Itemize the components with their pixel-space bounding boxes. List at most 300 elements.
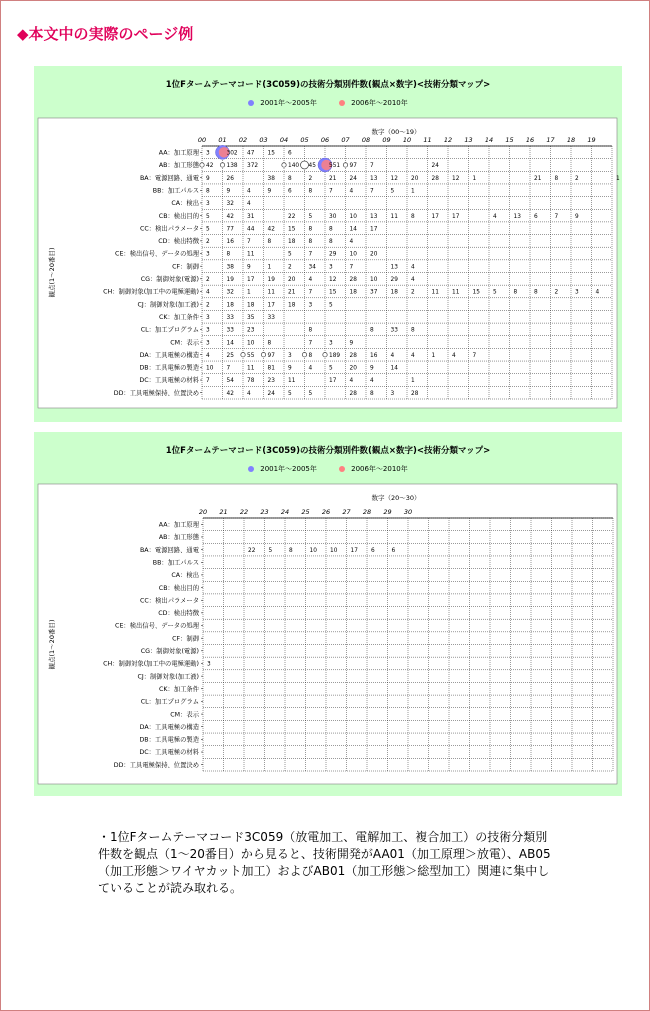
data-label: 24 (349, 175, 357, 182)
data-label: 42 (206, 163, 214, 170)
data-label: 8 (226, 251, 231, 258)
y-category-label: CJ：制御対象(加工液) (137, 673, 199, 681)
y-category-label: DB：工具電極の製造 (139, 736, 199, 744)
y-category-label: AA：加工原理 (158, 521, 199, 529)
data-label: 3 (575, 289, 579, 296)
data-label: 29 (390, 277, 398, 284)
data-label: 4 (247, 390, 251, 397)
data-label: 6 (534, 213, 538, 220)
data-label: 24 (431, 163, 439, 170)
y-category-label: CK：加工条件 (158, 313, 199, 321)
data-label: 17 (350, 547, 358, 554)
data-label: 4 (349, 188, 354, 195)
y-category-label: CF：制御 (172, 635, 199, 643)
data-label: 3 (308, 302, 313, 309)
data-label: 17 (452, 213, 460, 220)
data-label: 16 (226, 239, 234, 246)
data-label: 3 (206, 340, 210, 347)
data-label: 3 (390, 390, 395, 397)
x-tick-label: 27 (342, 508, 351, 516)
data-label: 8 (370, 327, 374, 334)
x-tick-label: 08 (361, 136, 371, 144)
x-tick-label: 26 (321, 508, 331, 516)
y-category-label: CG：制御対象(電源) (140, 648, 199, 656)
data-label: 9 (247, 264, 251, 271)
y-category-label: CM：表示 (170, 711, 199, 719)
y-category-label: DD：工具電極保持、位置決め (113, 761, 199, 769)
data-label: 31 (247, 213, 255, 220)
y-category-label: CM：表示 (170, 339, 199, 347)
data-label: 45 (308, 163, 316, 170)
data-label: 4 (206, 352, 210, 359)
y-category-label: AB：加工形態 (158, 534, 199, 542)
data-label: 78 (247, 378, 255, 385)
data-label: 3 (288, 352, 292, 359)
data-label: 4 (247, 188, 251, 195)
x-tick-label: 14 (484, 136, 494, 144)
x-tick-label: 07 (341, 136, 350, 144)
data-label: 4 (595, 289, 600, 296)
data-label: 17 (267, 302, 275, 309)
data-label: 11 (288, 378, 296, 385)
data-label: 2 (206, 239, 210, 246)
data-label: 9 (267, 188, 272, 195)
y-category-label: CB：検出目的 (158, 212, 199, 220)
data-label: 42 (226, 213, 234, 220)
x-tick-label: 00 (197, 136, 207, 144)
data-label: 8 (308, 226, 313, 233)
data-label: 4 (349, 378, 354, 385)
data-label: 11 (431, 289, 439, 296)
data-label: 97 (349, 163, 357, 170)
data-label: 11 (390, 213, 398, 220)
data-label: 10 (349, 213, 357, 220)
data-label: 18 (226, 302, 234, 309)
data-label: 4 (390, 352, 395, 359)
data-label: 3 (207, 661, 211, 668)
bubble-marker (220, 163, 224, 167)
chart-title: 1位Fタームテーマコード(3C059)の技術分類別件数(観点×数字)<技術分類マップ> (165, 80, 491, 90)
data-label: 1 (616, 175, 620, 182)
data-label: 1 (267, 264, 272, 271)
data-label: 21 (288, 289, 296, 296)
data-label: 3 (206, 314, 210, 321)
x-tick-label: 11 (423, 136, 432, 144)
y-axis-title: 観点(1～20番目) (48, 619, 56, 670)
data-label: 3 (206, 251, 210, 258)
y-category-label: CH：制御対象(加工中の電極運動) (103, 660, 199, 668)
data-label: 9 (226, 188, 231, 195)
data-label: 15 (267, 150, 275, 157)
data-label: 11 (247, 251, 255, 258)
chart-panel-1 (34, 66, 622, 422)
data-label: 20 (349, 365, 357, 372)
x-tick-label: 22 (239, 508, 249, 516)
data-label: 5 (206, 226, 210, 233)
y-category-label: AA：加工原理 (158, 149, 199, 157)
y-category-label: BB：加工パルス (152, 559, 199, 567)
data-label: 14 (226, 340, 234, 347)
data-label: 26 (226, 175, 234, 182)
data-label: 28 (349, 277, 357, 284)
legend-label: 2001年～2005年 (260, 99, 317, 107)
data-label: 23 (247, 327, 255, 334)
data-label: 19 (267, 277, 275, 284)
data-label: 5 (288, 390, 292, 397)
data-label: 9 (288, 365, 292, 372)
y-category-label: CJ：制御対象(加工液) (137, 301, 199, 309)
y-category-label: BA：電源回路、通電 (139, 546, 199, 554)
x-tick-label: 05 (300, 136, 309, 144)
legend-label: 2006年～2010年 (351, 99, 408, 107)
x-tick-label: 10 (402, 136, 412, 144)
x-tick-label: 12 (443, 136, 453, 144)
data-label: 18 (288, 302, 296, 309)
data-label: 551 (329, 163, 341, 170)
data-label: 7 (554, 213, 559, 220)
data-label: 8 (308, 327, 313, 334)
x-tick-label: 01 (218, 136, 227, 144)
y-category-label: CD：検出特徴 (158, 610, 199, 618)
data-label: 7 (329, 188, 333, 195)
x-tick-label: 24 (280, 508, 290, 516)
y-category-label: CL：加工プログラム (140, 326, 199, 334)
data-label: 2 (411, 289, 415, 296)
data-label: 7 (308, 340, 313, 347)
data-label: 4 (308, 365, 313, 372)
data-label: 20 (411, 175, 419, 182)
x-tick-label: 17 (546, 136, 555, 144)
data-label: 5 (329, 302, 333, 309)
data-label: 3 (206, 201, 210, 208)
data-label: 1 (411, 188, 415, 195)
data-label: 10 (349, 251, 357, 258)
data-label: 14 (349, 226, 357, 233)
data-label: 6 (288, 150, 292, 157)
data-label: 6 (391, 547, 396, 554)
data-label: 24 (267, 390, 275, 397)
data-label: 13 (370, 175, 378, 182)
data-label: 3 (206, 150, 210, 157)
y-category-label: DC：工具電極の材料 (139, 377, 199, 385)
data-label: 25 (226, 352, 234, 359)
y-category-label: CK：加工条件 (158, 685, 199, 693)
data-label: 77 (226, 226, 234, 233)
data-label: 3 (329, 340, 333, 347)
data-label: 8 (370, 390, 374, 397)
y-category-label: CF：制御 (172, 263, 199, 271)
data-label: 2 (206, 302, 210, 309)
y-category-label: BB：加工パルス (152, 187, 199, 195)
y-category-label: BA：電源回路、通電 (139, 174, 199, 182)
data-label: 4 (411, 352, 415, 359)
data-label: 3 (329, 264, 333, 271)
data-label: 16 (370, 352, 378, 359)
data-label: 35 (247, 314, 255, 321)
data-label: 97 (267, 352, 275, 359)
data-label: 2 (206, 277, 210, 284)
data-label: 372 (247, 163, 259, 170)
data-label: 1 (431, 352, 436, 359)
y-category-label: DD：工具電極保持、位置決め (113, 389, 199, 397)
data-label: 4 (206, 289, 210, 296)
y-category-label: CG：制御対象(電源) (140, 276, 199, 284)
x-axis-title: 数字（20～30） (371, 494, 421, 502)
chart-plot-2 (34, 432, 622, 796)
data-label: 8 (267, 239, 272, 246)
data-label: 6 (288, 188, 292, 195)
data-label: 8 (308, 352, 313, 359)
data-label: 33 (226, 314, 234, 321)
data-label: 7 (370, 163, 374, 170)
x-tick-label: 28 (362, 508, 372, 516)
data-label: 8 (288, 175, 292, 182)
data-label: 28 (349, 390, 357, 397)
data-label: 7 (472, 352, 477, 359)
data-label: 11 (267, 289, 275, 296)
data-label: 1 (411, 378, 415, 385)
data-label: 23 (267, 378, 275, 385)
data-label: 14 (390, 365, 398, 372)
data-label: 2 (308, 175, 313, 182)
data-label: 33 (267, 314, 275, 321)
x-tick-label: 15 (505, 136, 514, 144)
data-label: 7 (206, 378, 210, 385)
data-label: 5 (288, 251, 292, 258)
data-label: 5 (329, 365, 333, 372)
y-category-label: CB：検出目的 (158, 584, 199, 592)
x-tick-label: 09 (382, 136, 391, 144)
x-tick-label: 29 (383, 508, 392, 516)
y-category-label: CC：検出パラメータ (140, 597, 199, 605)
data-label: 8 (329, 239, 333, 246)
y-category-label: DA：工具電極の構造 (139, 723, 199, 731)
bubble-marker (343, 163, 347, 167)
y-category-label: CH：制御対象(加工中の電極運動) (103, 288, 199, 296)
x-tick-label: 21 (219, 508, 228, 516)
data-label: 17 (370, 226, 378, 233)
data-label: 19 (226, 277, 234, 284)
data-label: 13 (513, 213, 521, 220)
data-label: 6 (371, 547, 375, 554)
data-label: 21 (329, 175, 337, 182)
bubble-marker (282, 163, 286, 167)
data-label: 302 (226, 150, 238, 157)
data-label: 4 (493, 213, 497, 220)
y-category-label: CE：検出信号、データの処理 (115, 250, 199, 258)
y-category-label: DA：工具電極の構造 (139, 351, 199, 359)
x-tick-label: 16 (525, 136, 535, 144)
data-label: 5 (308, 390, 313, 397)
x-tick-label: 04 (279, 136, 289, 144)
bubble-marker (241, 353, 245, 357)
legend-label: 2001年～2005年 (260, 465, 317, 473)
y-category-label: CA：検出 (171, 572, 199, 580)
data-label: 47 (247, 150, 255, 157)
data-label: 5 (493, 289, 497, 296)
data-label: 1 (472, 175, 477, 182)
data-label: 9 (349, 340, 354, 347)
chart-title: 1位Fタームテーマコード(3C059)の技術分類別件数(観点×数字)<技術分類マップ> (165, 446, 491, 456)
data-label: 9 (370, 365, 374, 372)
data-label: 5 (268, 547, 273, 554)
y-category-label: CE：検出信号、データの処理 (115, 622, 199, 630)
data-label: 20 (370, 251, 378, 258)
data-label: 13 (390, 264, 398, 271)
data-label: 4 (452, 352, 456, 359)
data-label: 20 (288, 277, 296, 284)
data-label: 8 (329, 226, 333, 233)
data-label: 55 (247, 352, 255, 359)
y-category-label: CC：検出パラメータ (140, 225, 199, 233)
data-label: 7 (370, 188, 374, 195)
y-category-label: CL：加工プログラム (140, 698, 199, 706)
x-tick-label: 23 (260, 508, 269, 516)
data-label: 28 (349, 352, 357, 359)
data-label: 4 (349, 239, 354, 246)
data-label: 9 (575, 213, 579, 220)
bubble-marker (323, 353, 327, 357)
y-category-label: CA：検出 (171, 200, 199, 208)
data-label: 28 (431, 175, 439, 182)
y-category-label: CD：検出特徴 (158, 238, 199, 246)
data-label: 10 (247, 340, 255, 347)
data-label: 8 (289, 547, 293, 554)
data-label: 8 (308, 188, 313, 195)
data-label: 32 (226, 289, 234, 296)
data-label: 2 (288, 264, 292, 271)
data-label: 10 (206, 365, 214, 372)
data-label: 28 (411, 390, 419, 397)
data-label: 189 (329, 352, 341, 359)
data-label: 8 (411, 213, 415, 220)
data-label: 4 (308, 277, 313, 284)
data-label: 34 (308, 264, 316, 271)
data-label: 5 (308, 213, 313, 220)
data-label: 18 (247, 302, 255, 309)
x-tick-label: 13 (464, 136, 473, 144)
data-label: 54 (226, 378, 234, 385)
x-tick-label: 30 (403, 508, 413, 516)
y-axis-title: 観点(1～20番目) (48, 247, 56, 298)
data-label: 18 (288, 239, 296, 246)
data-label: 22 (248, 547, 256, 554)
data-label: 8 (513, 289, 518, 296)
data-label: 2 (554, 289, 559, 296)
bubble-marker (302, 353, 306, 357)
data-label: 12 (329, 277, 337, 284)
data-label: 10 (330, 547, 338, 554)
data-label: 33 (226, 327, 234, 334)
data-label: 37 (370, 289, 378, 296)
data-label: 18 (390, 289, 398, 296)
x-tick-label: 19 (587, 136, 596, 144)
legend-label: 2006年～2010年 (351, 465, 408, 473)
data-label: 32 (226, 201, 234, 208)
data-label: 13 (370, 213, 378, 220)
data-label: 8 (267, 340, 272, 347)
data-label: 4 (411, 264, 415, 271)
data-label: 7 (308, 289, 313, 296)
data-label: 29 (329, 251, 337, 258)
y-category-label: DB：工具電極の製造 (139, 364, 199, 372)
data-label: 5 (206, 213, 210, 220)
data-label: 15 (472, 289, 480, 296)
data-label: 4 (247, 201, 251, 208)
plot-area (38, 484, 617, 784)
data-label: 12 (390, 175, 398, 182)
bubble-marker (261, 353, 265, 357)
data-label: 17 (247, 277, 255, 284)
bubble-marker (200, 163, 204, 167)
data-label: 8 (308, 239, 313, 246)
data-label: 12 (452, 175, 460, 182)
data-label: 4 (370, 378, 374, 385)
data-label: 21 (534, 175, 542, 182)
summary-note: ・1位Fタームテーマコード3C059（放電加工、電解加工、複合加工）の技術分類別件数を観点（1～20番目）から見ると、技術開発がAA01（加工原理＞放電）、AB05（加工形態＞ワイヤカット加工）およびAB01（加工形態＞総型加工）関連に集中していることが読み取れる。 (98, 830, 551, 895)
y-category-label: DC：工具電極の材料 (139, 749, 199, 757)
data-label: 5 (390, 188, 395, 195)
data-label: 7 (349, 264, 354, 271)
data-label: 8 (534, 289, 538, 296)
bubble-marker (301, 161, 309, 169)
x-tick-label: 03 (259, 136, 268, 144)
chart-plot-1 (34, 66, 622, 422)
data-label: 33 (390, 327, 398, 334)
data-label: 1 (247, 289, 251, 296)
page-heading: ◆本文中の実際のページ例 (17, 25, 194, 43)
data-label: 2 (575, 175, 579, 182)
data-label: 7 (247, 239, 251, 246)
data-label: 38 (267, 175, 275, 182)
data-label: 7 (226, 365, 231, 372)
chart-panel-2 (34, 432, 622, 796)
data-label: 7 (308, 251, 313, 258)
data-label: 38 (226, 264, 234, 271)
data-label: 18 (349, 289, 357, 296)
data-label: 8 (554, 175, 559, 182)
x-tick-label: 06 (320, 136, 330, 144)
data-label: 15 (329, 289, 337, 296)
x-tick-label: 25 (301, 508, 310, 516)
data-label: 81 (267, 365, 275, 372)
data-label: 17 (431, 213, 439, 220)
data-label: 4 (411, 277, 415, 284)
data-label: 17 (329, 378, 337, 385)
x-tick-label: 02 (238, 136, 248, 144)
data-label: 42 (267, 226, 275, 233)
data-label: 3 (206, 327, 210, 334)
data-label: 8 (206, 188, 210, 195)
data-label: 11 (452, 289, 460, 296)
data-label: 140 (288, 163, 300, 170)
x-tick-label: 20 (198, 508, 208, 516)
data-label: 8 (411, 327, 415, 334)
data-label: 138 (226, 163, 238, 170)
x-axis-title: 数字（00～19） (371, 128, 421, 136)
data-label: 11 (247, 365, 255, 372)
y-category-label: AB：加工形態 (158, 162, 199, 170)
data-label: 22 (288, 213, 296, 220)
data-label: 10 (370, 277, 378, 284)
data-label: 9 (206, 175, 210, 182)
x-tick-label: 18 (566, 136, 576, 144)
data-label: 42 (226, 390, 234, 397)
data-label: 44 (247, 226, 255, 233)
data-label: 30 (329, 213, 337, 220)
data-label: 15 (288, 226, 296, 233)
data-label: 10 (309, 547, 317, 554)
